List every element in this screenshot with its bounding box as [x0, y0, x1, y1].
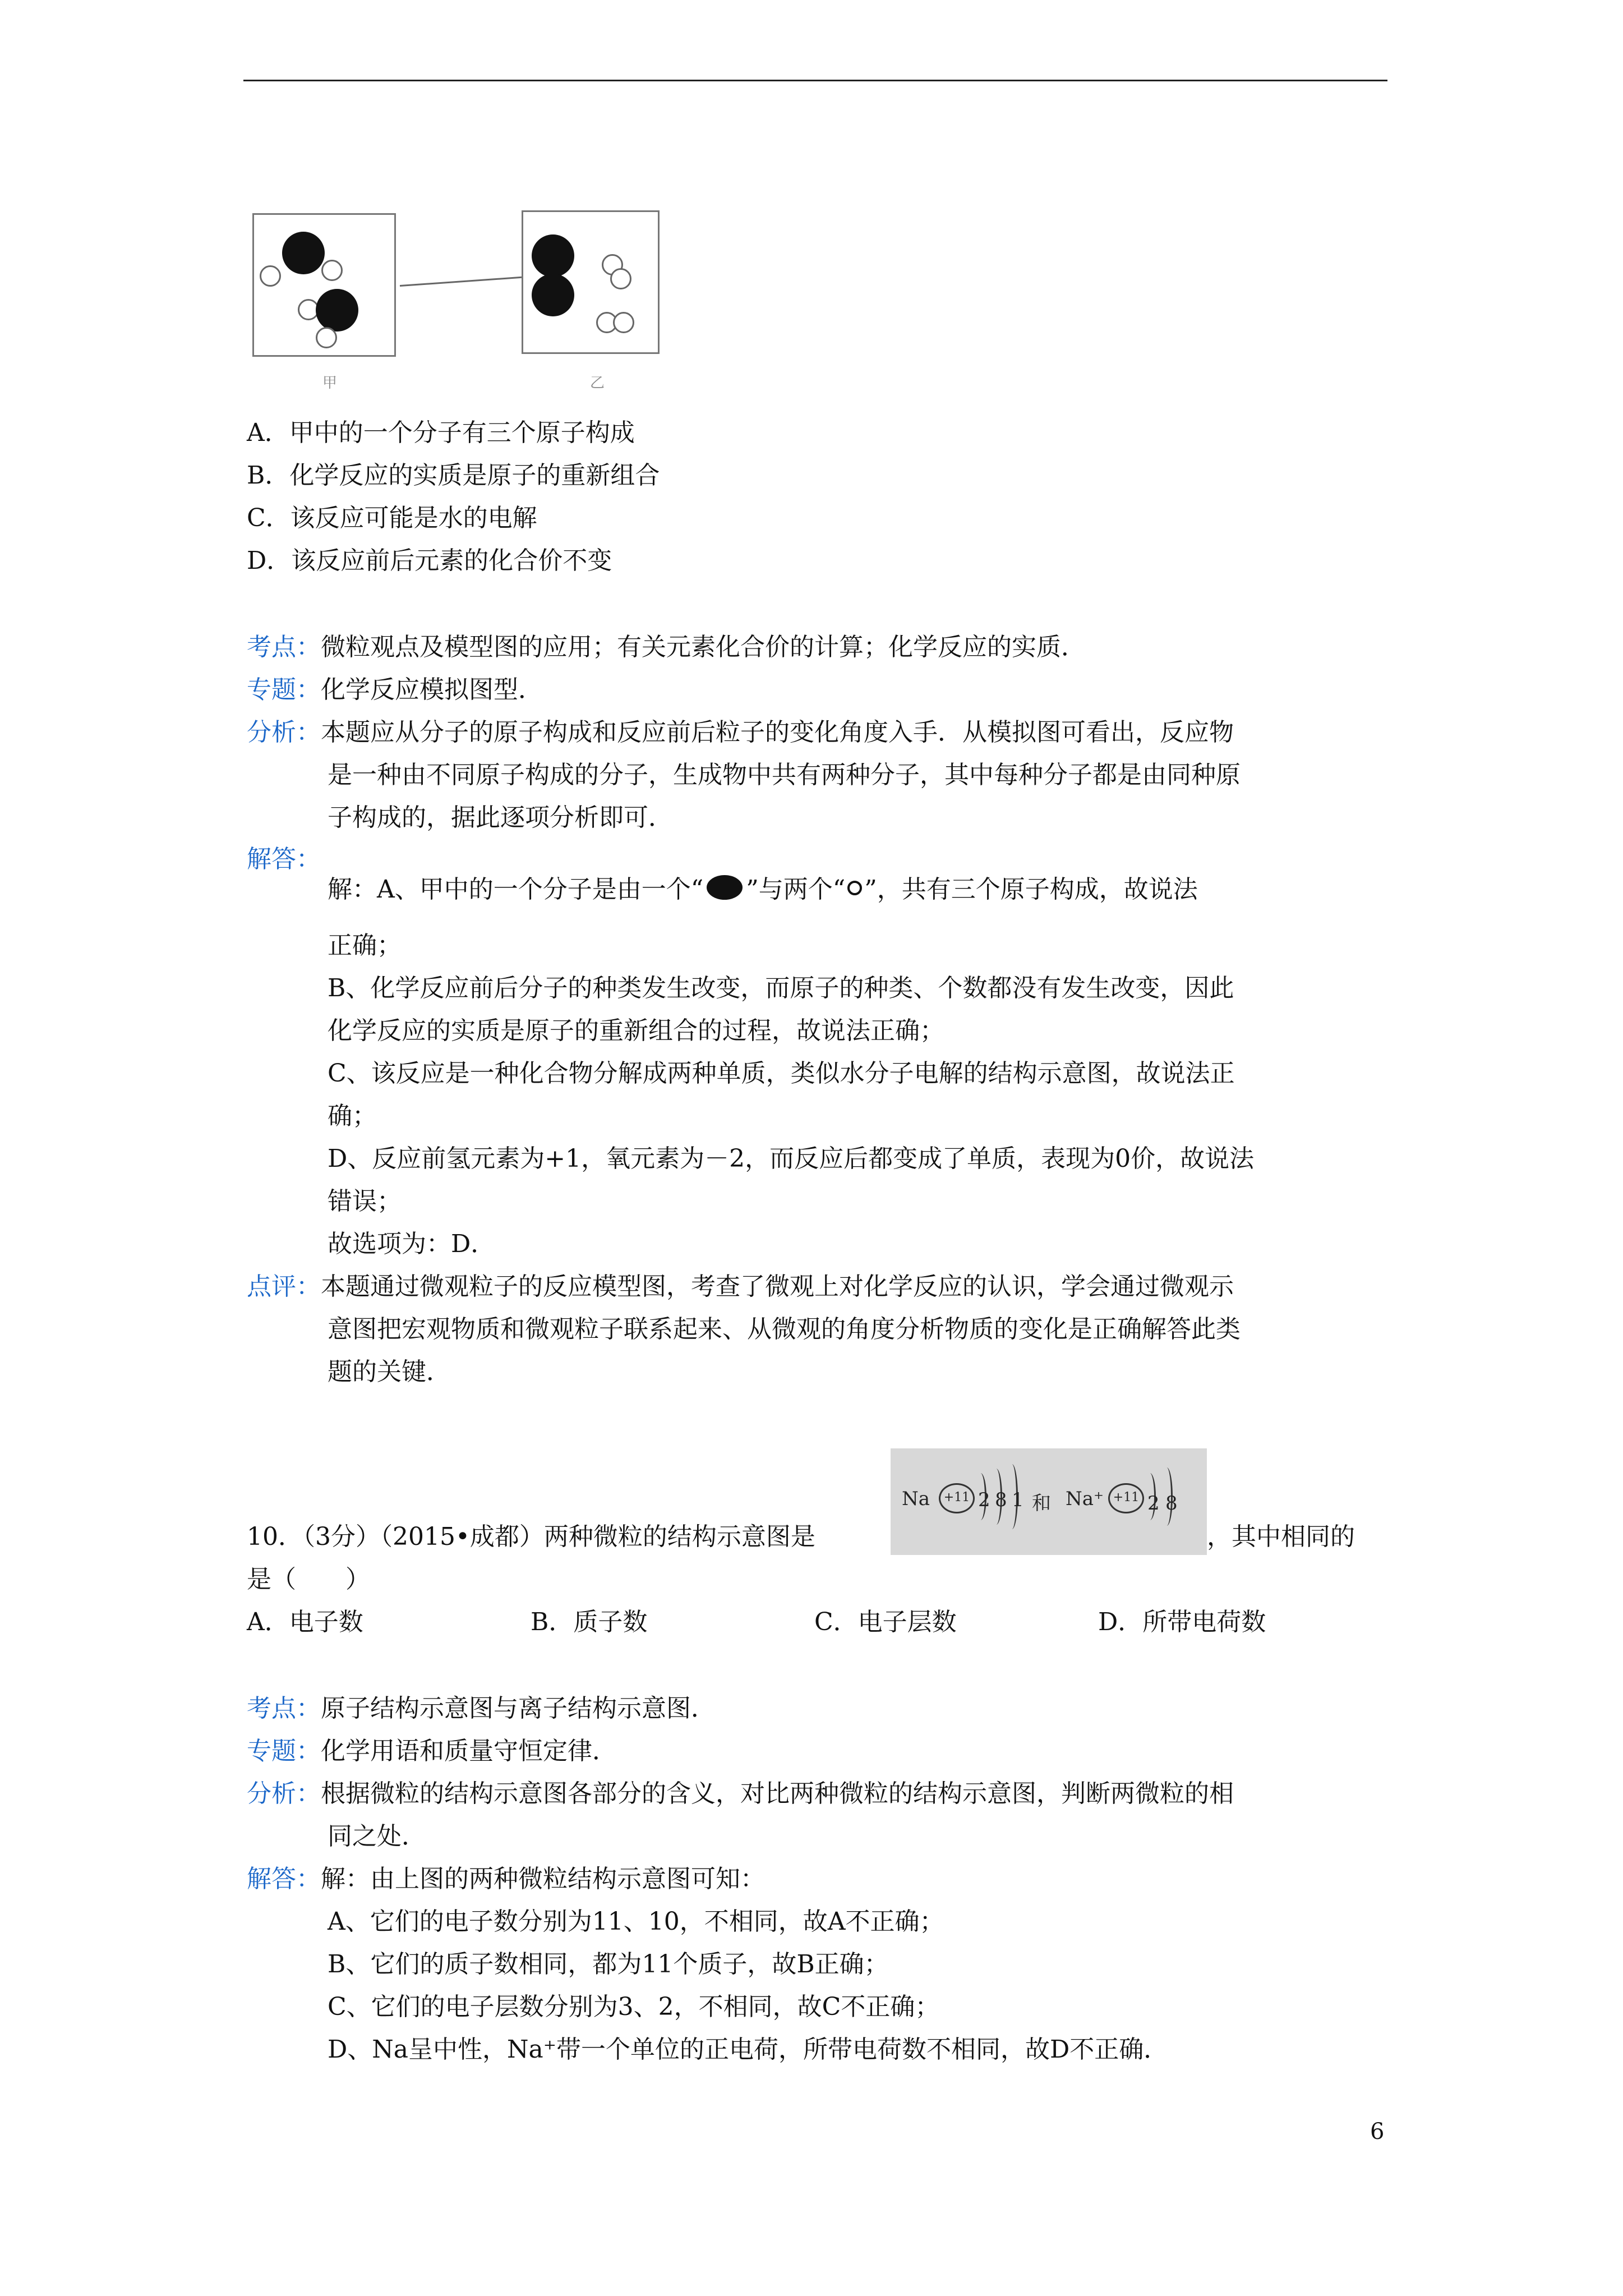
- q9-jieda-line: C、该反应是一种化合物分解成两种单质，类似水分子电解的结构示意图，故说法正: [328, 1059, 1235, 1088]
- na-ion-nucleus: +11: [1108, 1483, 1144, 1513]
- ion-shell-electrons: 8: [1165, 1492, 1178, 1515]
- left-box: [252, 213, 396, 357]
- white-atom: [613, 312, 634, 333]
- q10-option-d: D．所带电荷数: [1098, 1608, 1266, 1636]
- figure-caption-right: 乙: [590, 375, 605, 392]
- na-structure-diagram: [891, 1448, 1207, 1555]
- q9-jieda-line: 故选项为：D．: [328, 1230, 496, 1258]
- zhuanti-text: 化学用语和质量守恒定律．: [321, 1737, 617, 1765]
- q9-jieda-line: 错误；: [328, 1187, 402, 1216]
- jieda-line: 解：由上图的两种微粒结构示意图可知：: [321, 1865, 765, 1893]
- q9-dianping-line: 题的关键．: [328, 1358, 451, 1386]
- white-atom: [260, 265, 281, 287]
- jieda-label: 解答：: [247, 1865, 321, 1893]
- na-ion-symbol: Na⁺: [1066, 1488, 1104, 1510]
- q10-fenxi: [247, 1779, 1234, 1808]
- na-nucleus: +11: [939, 1483, 975, 1513]
- q9-dianping-line: 意图把宏观物质和微观粒子联系起来、从微观的角度分析物质的变化是正确解答此类: [328, 1315, 1241, 1343]
- q10-jieda-line: C、它们的电子层数分别为3、2，不相同，故C不正确；: [328, 1993, 940, 2021]
- black-atom: [532, 274, 574, 316]
- molecule-reaction-figure: [247, 208, 673, 393]
- q9-option-b: B．化学反应的实质是原子的重新组合: [247, 461, 660, 490]
- q9-dianping: [247, 1274, 1234, 1299]
- na-shell-electrons: 2: [978, 1489, 990, 1511]
- q9-kaodian: [247, 635, 1086, 660]
- and-text: 和: [1032, 1492, 1051, 1515]
- na-symbol: Na: [902, 1488, 930, 1510]
- dianping-label: 点评：: [247, 1272, 321, 1301]
- q10-stem-b: ，其中相同的: [1207, 1522, 1355, 1551]
- q9-fenxi-line: 是一种由不同原子构成的分子，生成物中共有两种分子，其中每种分子都是由同种原: [328, 761, 1241, 789]
- q10-option-a: A．电子数: [247, 1608, 363, 1636]
- zhuanti-label: 专题：: [247, 1737, 321, 1765]
- fenxi-label: 分析：: [247, 1779, 321, 1808]
- white-atom: [321, 260, 343, 281]
- dianping-line: 本题通过微观粒子的反应模型图，考查了微观上对化学反应的认识，学会通过微观示: [321, 1272, 1234, 1301]
- q10-jieda-line: A、它们的电子数分别为11、10，不相同，故A不正确；: [328, 1907, 944, 1936]
- q9-jieda-line: D、反应前氢元素为+1，氧元素为－2，而反应后都变成了单质，表现为0价，故说法: [328, 1144, 1255, 1173]
- white-atom: [316, 327, 337, 348]
- zhuanti-text: 化学反应模拟图型．: [321, 675, 543, 704]
- q10-jieda-line: D、Na呈中性，Na⁺带一个单位的正电荷，所带电荷数不相同，故D不正确．: [328, 2035, 1169, 2064]
- q10-zhuanti: [247, 1739, 617, 1764]
- q9-fenxi-line: 子构成的，据此逐项分析即可．: [328, 803, 673, 832]
- q10-jieda: [247, 1867, 765, 1892]
- q9-jieda-first-line: [328, 875, 1198, 902]
- fenxi-line: 根据微粒的结构示意图各部分的含义，对比两种微粒的结构示意图，判断两微粒的相: [321, 1779, 1234, 1808]
- kaodian-label: 考点：: [247, 1694, 321, 1723]
- black-atom: [316, 289, 358, 332]
- q9-jieda-line: 化学反应的实质是原子的重新组合的过程，故说法正确；: [328, 1016, 944, 1045]
- q10-fenxi-line: 同之处．: [328, 1822, 426, 1851]
- q9-option-d: D．该反应前后元素的化合价不变: [247, 546, 612, 575]
- q9-jieda-label: 解答：: [247, 845, 321, 873]
- q10-jieda-line: B、它们的质子数相同，都为11个质子，故B正确；: [328, 1950, 889, 1978]
- q9-jieda-line: 确；: [328, 1102, 377, 1130]
- fenxi-label: 分析：: [247, 718, 321, 747]
- q10-stem-a: 10．（3分）（2015•成都）两种微粒的结构示意图是: [247, 1522, 815, 1551]
- q10-option-c: C．电子层数: [814, 1608, 957, 1636]
- q9-jieda-line: 正确；: [328, 931, 402, 960]
- jieda-text: ”与两个“: [746, 875, 846, 904]
- page-number: 6: [1370, 2119, 1385, 2145]
- q9-option-c: C．该反应可能是水的电解: [247, 504, 537, 532]
- figure-caption-left: 甲: [322, 375, 338, 392]
- fenxi-line: 本题应从分子的原子构成和反应前后粒子的变化角度入手．从模拟图可看出，反应物: [321, 718, 1234, 747]
- q9-fenxi: [247, 720, 1234, 745]
- kaodian-label: 考点：: [247, 633, 321, 661]
- black-atom-icon: [707, 875, 743, 900]
- jieda-text: ”，共有三个原子构成，故说法: [864, 875, 1198, 904]
- q10-stem-line2: 是（ ）: [247, 1565, 370, 1594]
- na-shell-electrons: 8: [995, 1489, 1007, 1511]
- kaodian-text: 微粒观点及模型图的应用；有关元素化合价的计算；化学反应的实质．: [321, 633, 1086, 661]
- q10-option-b: B．质子数: [531, 1608, 648, 1636]
- white-atom-icon: [847, 881, 862, 895]
- black-atom: [532, 234, 574, 277]
- jieda-text: 解：A、甲中的一个分子是由一个“: [328, 875, 704, 904]
- ion-shell-electrons: 2: [1147, 1492, 1160, 1515]
- q10-kaodian: [247, 1696, 716, 1721]
- q9-option-a: A．甲中的一个分子有三个原子构成: [247, 418, 635, 447]
- right-box: [522, 210, 660, 354]
- q9-zhuanti: [247, 675, 543, 704]
- white-atom: [610, 268, 631, 289]
- zhuanti-label: 专题：: [247, 675, 321, 704]
- black-atom: [282, 232, 325, 274]
- header-rule: [243, 80, 1387, 81]
- reaction-connector: [400, 276, 531, 287]
- kaodian-text: 原子结构示意图与离子结构示意图．: [321, 1694, 716, 1723]
- q9-jieda-line: B、化学反应前后分子的种类发生改变，而原子的种类、个数都没有发生改变，因此: [328, 974, 1234, 1002]
- na-shell-electrons: 1: [1012, 1489, 1024, 1511]
